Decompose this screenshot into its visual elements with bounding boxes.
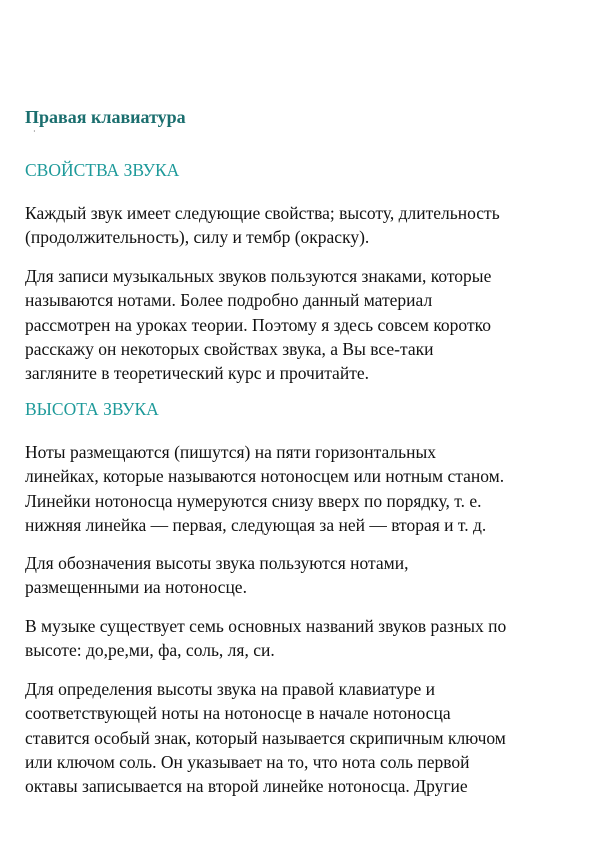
text-line: Для определения высоты звука на правой клавиатуре и: [25, 679, 436, 699]
text-line: Линейки нотоносца нумеруются снизу вверх по порядку, т. е.: [25, 490, 482, 511]
paragraph-pitch-1: [25, 440, 504, 537]
text-line: соответствующей ноты на нотоносце в начале нотоносца: [25, 703, 451, 724]
text-line: Каждый звук имеет следующие свойства; высоту, длительность: [25, 203, 500, 223]
text-line: (продолжительность), силу и тембр (окраску).: [25, 227, 370, 248]
paragraph-pitch-3: [25, 614, 506, 663]
paragraph-pitch-4: [25, 677, 506, 798]
dot-mark: ·: [33, 127, 36, 136]
text-line: ставится особый знак, который называется скрипичным ключом: [25, 727, 506, 748]
text-line: расскажу он некоторых свойствах звука, а Вы все-таки: [25, 338, 434, 359]
text-line: Для обозначения высоты звука пользуются нотами,: [25, 553, 409, 573]
text-line: линейках, которые называются нотоносцем или нотным станом.: [25, 466, 505, 487]
text-line: высоте: до,ре,ми, фа, соль, ля, си.: [25, 640, 275, 661]
text-line: В музыке существует семь основных названий звуков разных по: [25, 616, 507, 636]
document-title: Правая клавиатура: [25, 107, 186, 127]
paragraph-sound-properties-2: [25, 264, 491, 385]
paragraph-sound-properties-1: [25, 201, 500, 250]
heading-pitch: ВЫСОТА ЗВУКА: [25, 399, 159, 419]
text-line: Ноты размещаются (пишутся) на пяти горизонтальных: [25, 442, 436, 462]
heading-sound-properties: СВОЙСТВА ЗВУКА: [25, 160, 180, 180]
text-line: загляните в теоретический курс и прочитайте.: [25, 363, 369, 384]
paragraph-pitch-2: [25, 551, 408, 600]
text-line: называются нотами. Более подробно данный материал: [25, 290, 433, 311]
text-line: октавы записывается на второй линейке нотоносца. Другие: [25, 776, 468, 797]
text-line: размещенными иа нотоносце.: [25, 577, 247, 598]
text-line: рассмотрен на уроках теории. Поэтому я здесь совсем коротко: [25, 314, 491, 335]
text-line: нижняя линейка — первая, следующая за ней — вторая и т. д.: [25, 514, 487, 535]
text-line: Для записи музыкальных звуков пользуются знаками, которые: [25, 266, 492, 286]
text-line: или ключом соль. Он указывает на то, что нота соль первой: [25, 751, 470, 772]
